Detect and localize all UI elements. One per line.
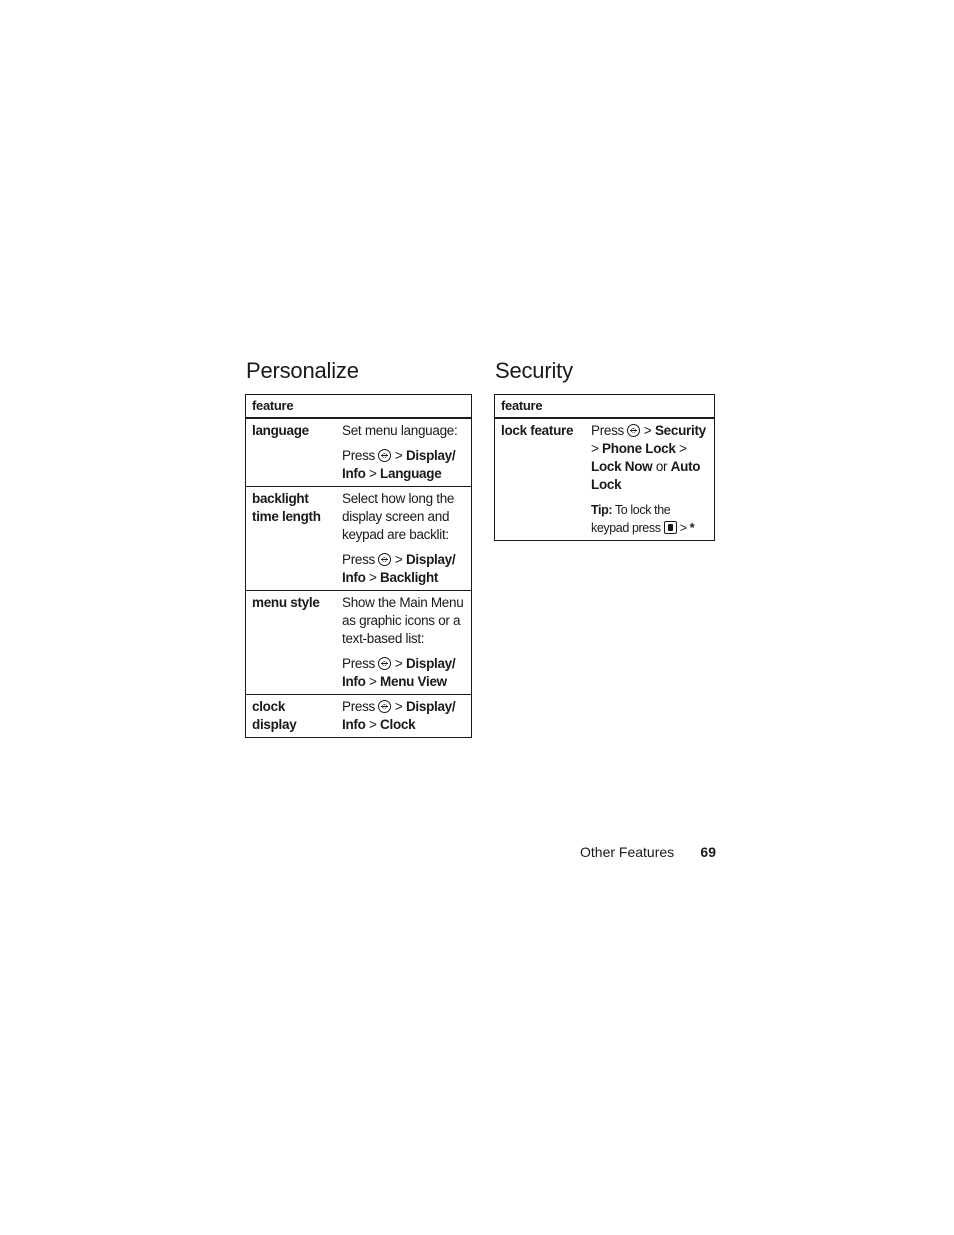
table-row [495,418,715,541]
feature-name: menu style [246,591,337,695]
instruction: Press > Display/ Info > Menu View [342,656,456,689]
table-header: feature [246,395,472,419]
table-header: feature [495,395,715,419]
menu-key-icon [378,553,391,566]
feature-description [336,695,472,738]
tip-text: To lock the keypad press [591,503,671,535]
feature-description [336,591,472,695]
menu-key-icon [378,700,391,713]
tip-label: Tip: [591,503,613,517]
description-text: Select how long the display screen and keypad are backlit: [342,491,455,542]
description-text: Show the Main Menu as graphic icons or a text-based list: [342,595,464,646]
instruction: Press > Display/ Info > Clock [342,699,456,732]
star-key: * [689,521,695,535]
instruction: Press > Security > Phone Lock > Lock Now or Auto Lock [591,423,706,492]
description-text: Set menu language: [342,423,458,438]
tip: Tip: To lock the keypad press > * [591,503,695,535]
table-row [246,695,472,738]
instruction: Press > Display/ Info > Language [342,448,456,481]
feature-name: backlight time length [246,487,337,591]
soft-key-icon [664,521,677,534]
table-row [246,487,472,591]
security-section [494,356,715,541]
security-table [494,394,715,541]
menu-key-icon [378,449,391,462]
table-row [246,591,472,695]
table-row [246,418,472,487]
personalize-table [245,394,472,738]
feature-name: clock display [246,695,337,738]
menu-key-icon [627,424,640,437]
personalize-title: Personalize [246,358,359,383]
instruction: Press > Display/ Info > Backlight [342,552,456,585]
feature-description [336,487,472,591]
feature-name: lock feature [495,418,586,541]
feature-description [336,418,472,487]
feature-name: language [246,418,337,487]
footer-section-name: Other Features [580,844,675,860]
security-title: Security [495,358,573,383]
personalize-section [245,356,472,738]
page-number: 69 [700,844,716,860]
feature-description [585,418,715,541]
menu-key-icon [378,657,391,670]
